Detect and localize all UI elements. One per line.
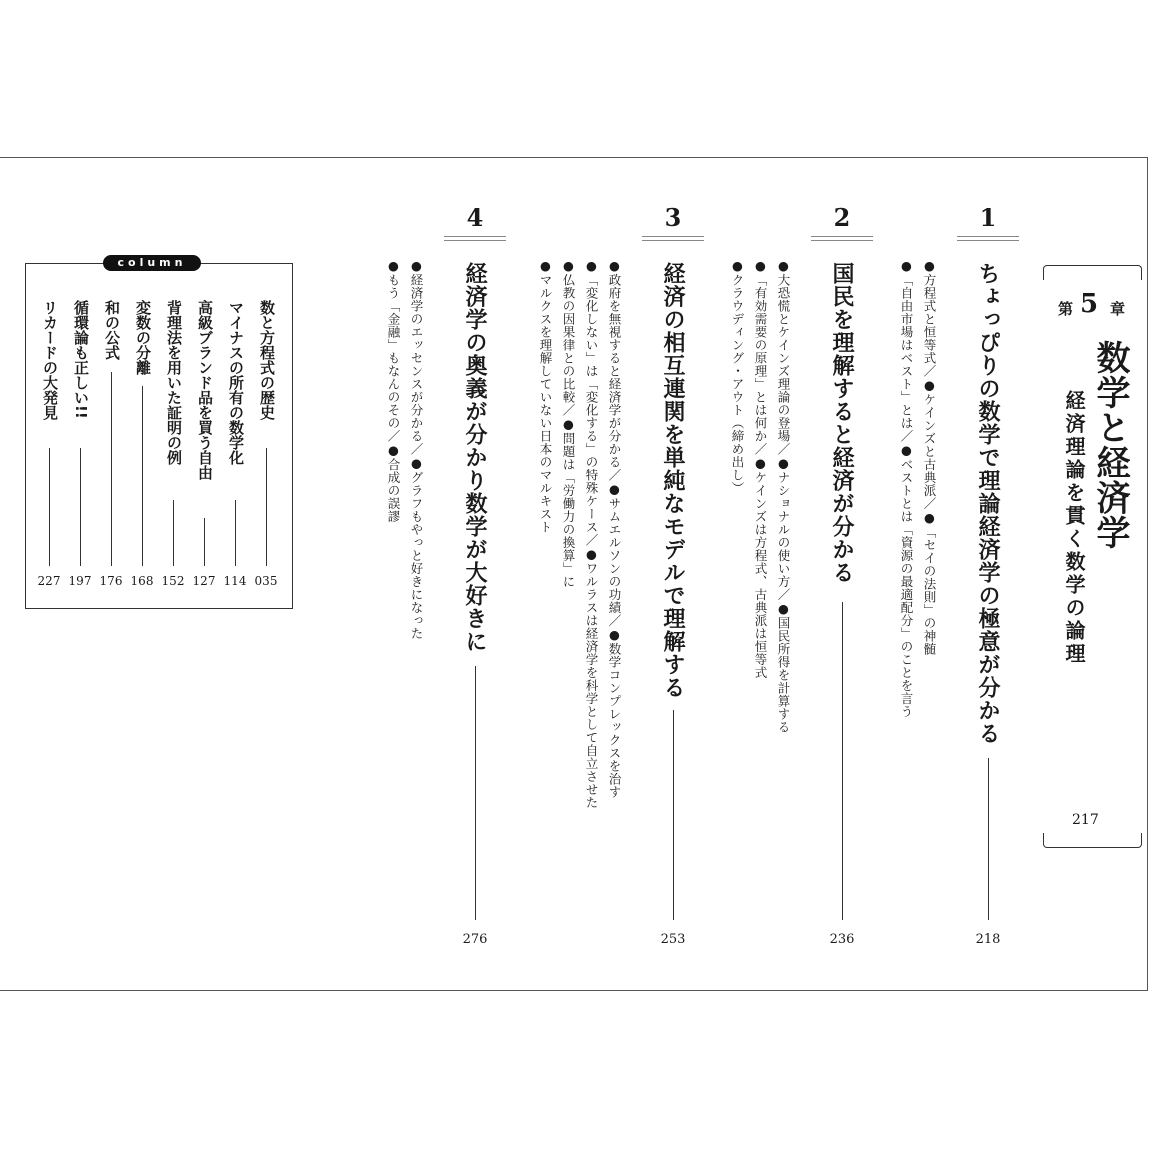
section-3-bullet-2: ●「変化しない」は「変化する」の特殊ケース／●ワルラスは経済学を科学として自立させた — [584, 258, 599, 809]
section-2-rule — [811, 236, 873, 241]
column-item-3-title[interactable]: 高級ブランド品を買う自由 — [196, 300, 214, 480]
chapter-bracket-top — [1043, 265, 1142, 280]
section-2-bullet-3: ●クラウディング・アウト（締め出し） — [730, 258, 745, 495]
column-item-6-leader — [111, 372, 112, 566]
column-item-4-leader — [173, 500, 174, 566]
chapter-label: 第 — [1058, 300, 1074, 318]
column-item-2-title[interactable]: マイナスの所有の数学化 — [227, 300, 245, 465]
chapter-bracket-bottom — [1043, 833, 1142, 848]
chapter-number: 5 — [1080, 289, 1099, 319]
column-item-7-title[interactable]: 循環論も正しい!! — [72, 300, 90, 419]
column-item-6-title[interactable]: 和の公式 — [103, 300, 121, 360]
column-item-1-page[interactable]: 035 — [254, 574, 278, 588]
chapter-kanji: 章 — [1110, 300, 1126, 318]
column-item-4-page[interactable]: 152 — [161, 574, 185, 588]
section-4-bullet-1: ●経済学のエッセンスが分かる／●グラフもやっと好きになった — [409, 258, 424, 640]
section-3-rule — [642, 236, 704, 241]
section-2-bullet-1: ●大恐慌とケインズ理論の登場／●ナショナルの使い方／●国民所得を計算する — [776, 258, 791, 734]
section-1-leader — [988, 758, 989, 920]
section-3-number: 3 — [664, 203, 682, 232]
section-1-rule — [957, 236, 1019, 241]
section-4-leader — [475, 666, 476, 920]
column-item-7-leader — [80, 448, 81, 566]
column-item-8-page[interactable]: 227 — [37, 574, 61, 588]
section-4-number: 4 — [466, 203, 484, 232]
chapter-title: 数学と経済学 — [1090, 340, 1130, 550]
section-3-bullet-4: ●マルクスを理解していない日本のマルキスト — [538, 258, 553, 534]
chapter-subtitle: 経済理論を貫く数学の論理 — [1062, 390, 1086, 666]
column-item-2-leader — [235, 500, 236, 566]
section-1-number: 1 — [979, 203, 997, 232]
column-item-1-title[interactable]: 数と方程式の歴史 — [258, 300, 276, 420]
column-item-3-leader — [204, 518, 205, 566]
section-3-leader — [673, 710, 674, 920]
section-3-title[interactable]: 経済の相互連関を単純なモデルで理解する — [660, 262, 686, 699]
column-item-1-leader — [266, 448, 267, 566]
section-3-bullet-1: ●政府を無視すると経済学が分かる／●サムエルソンの功績／●数学コンプレックスを治す — [607, 258, 622, 799]
column-item-6-page[interactable]: 176 — [99, 574, 123, 588]
column-item-8-leader — [49, 448, 50, 566]
column-item-5-title[interactable]: 変数の分離 — [134, 300, 152, 375]
section-4-page[interactable]: 276 — [462, 932, 488, 947]
column-item-3-page[interactable]: 127 — [192, 574, 216, 588]
section-4-title[interactable]: 経済学の奥義が分かり数学が大好きに — [462, 262, 488, 653]
section-1-title[interactable]: ちょっぴりの数学で理論経済学の極意が分かる — [975, 262, 1001, 745]
section-2-title[interactable]: 国民を理解すると経済が分かる — [829, 262, 855, 584]
section-3-page[interactable]: 253 — [660, 932, 686, 947]
column-item-2-page[interactable]: 114 — [223, 574, 247, 588]
section-1-bullet-1: ●方程式と恒等式／●ケインズと古典派／●「セイの法則」の神髄 — [922, 258, 937, 656]
section-4-rule — [444, 236, 506, 241]
section-2-bullet-2: ●「有効需要の原理」とは何か／●ケインズは方程式、古典派は恒等式 — [753, 258, 768, 679]
column-item-5-leader — [142, 386, 143, 566]
section-2-leader — [842, 602, 843, 920]
section-2-page[interactable]: 236 — [829, 932, 855, 947]
section-1-bullet-2: ●「自由市場はベスト」とは／●ベストとは「資源の最適配分」のことを言う — [899, 258, 914, 718]
section-1-page[interactable]: 218 — [975, 932, 1001, 947]
column-item-5-page[interactable]: 168 — [130, 574, 154, 588]
chapter-page[interactable]: 217 — [1072, 812, 1099, 828]
column-badge: column — [103, 255, 201, 271]
column-item-8-title[interactable]: リカードの大発見 — [41, 300, 59, 420]
column-box — [25, 263, 293, 609]
column-item-4-title[interactable]: 背理法を用いた証明の例 — [165, 300, 183, 465]
section-2-number: 2 — [833, 203, 851, 232]
section-3-bullet-3: ●仏教の因果律との比較／●問題は「労働力の換算」に — [561, 258, 576, 588]
section-4-bullet-2: ●もう「金融」もなんのその／●合成の誤謬 — [386, 258, 401, 523]
column-item-7-page[interactable]: 197 — [68, 574, 92, 588]
